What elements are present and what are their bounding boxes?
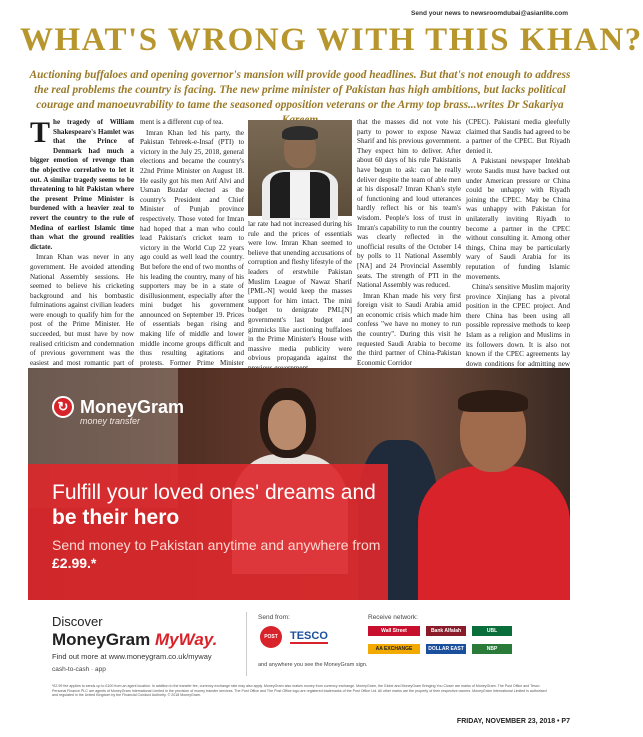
article-column-2 xyxy=(140,118,244,367)
cash-app-label: cash-to-cash · app xyxy=(52,666,106,673)
headline: WHAT'S WRONG WITH THIS KHAN? xyxy=(20,22,643,58)
imran-khan-photo xyxy=(248,120,352,216)
page-footer: FRIDAY, NOVEMBER 23, 2018 • P7 xyxy=(456,718,570,725)
advert-fineprint: *£2.99 fee applies to sends up to £100 from an agent location. In addition to the transfer fee, currency exchange rate may also apply. MoneyGram also makes money from currency exchange. MoneyGram, the Globe and MoneyGram Bringing You Closer are marks of MoneyGram. The Post Office and Tesco Personal Finance PLC are agents of MoneyGram International Limited in the provision of money transfer services. The Post Office and The Post Office logo are registered trademarks of the Post Office Ltd. All other marks are the property of their respective owners. MoneyGram International Limited is authorised and regulated in the United Kingdom by the Financial Conduct Authority. © 2018 MoneyGram. xyxy=(52,684,547,698)
lead-paragraph: he tragedy of William Shakespeare's Hamlet was that the Prince of Denmark had much a bigger emotion of revenge than the objective correlative to let it out. A similar tragedy seems to be threatening to hit Pakistan where the present Prime Minister is burdened with a heavier zeal to revert the country to the rule of Medina of earliest Islamic time than what the ground realities dictate. xyxy=(30,118,134,251)
drop-cap: T xyxy=(30,116,51,149)
bank-logo: Bank Alfalah xyxy=(426,626,466,636)
man-in-red-shirt xyxy=(408,390,570,602)
article-paragraph: that the masses did not vote his party to power to expose Nawaz Sharif and his previous government. They expect him to deliver. After about 60 days of his rule Pakistanis have begun to ask: can he really deliver despite the team of able men at his disposal? Imran Khan's style of functioning and loud utterances hardly reflect his or his team's wisdom. People's loss of trust in Imran's capability to run the country was clearly reflected in the unofficial results of the October 14 by polls to 11 National Assembly [NA] and 24 Provincial Assembly seats. The strength of PTI in the National Assembly was reduced. xyxy=(357,118,461,290)
article-paragraph: ment is a different cup of tea. xyxy=(140,118,224,126)
bank-logo: DOLLAR EAST xyxy=(426,644,466,654)
divider xyxy=(246,612,247,676)
receive-network-label: Receive network: xyxy=(368,614,418,621)
article-paragraph: Imran Khan was never in any government. He avoided attending National Assembly sessions. He seemed to believe his cricketing background and his bombastic fulminations against civilian leaders were enough to qualify him for the post of the Prime Minister. He succeeded, but must have by now realised criticism and condemnation of previous government was the easiest and most romantic part of xyxy=(30,253,134,367)
article-paragraph: Imran Khan led his party, the Pakistan Tehreek-e-Insaf (PTI) to victory in the July 25, 2018, general elections and became the country's 22nd Prime Minister on August 18. He easily got his men Arif Alvi and Usman Buzdar elected as the country's President and Chief Minister of Punjab province respectively. Those voted for Imran had hoped that a man who could lead Pakistan's cricket team to victory in the World Cup 22 years ago could as well lead the country. But before the end of two months of his leading the country, many of his supporters may be in a state of disillusionment, especially after the mini budget his government announced on September 19. Prices of essentials began rising and making life of middle and lower middle income groups difficult and thus resulting agitations and protests. Former Prime Minister xyxy=(140,128,244,367)
moneygram-tagline: money transfer xyxy=(80,416,141,426)
anywhere-note: and anywhere you see the MoneyGram sign. xyxy=(258,662,368,668)
post-office-logo: POST OFFICE xyxy=(260,626,282,648)
bank-logo: AA EXCHANGE xyxy=(368,644,420,654)
bank-logo: Wall Street xyxy=(368,626,420,636)
bank-logo: NBP xyxy=(472,644,512,654)
article-paragraph: China's sensitive Muslim majority province Xinjiang has a pivotal position in the CPEC project. And there China has been using all possible repressive methods to keep Islam as a religion and Muslims in its followers down. It is also not known if the CPEC agreements lay down conditions for admitting new xyxy=(466,283,570,368)
send-from-label: Send from: xyxy=(258,614,290,621)
article-paragraph: Imran Khan made his very first foreign visit to Saudi Arabia amid an economic crisis which made him confess "we have no money to run the country". During this visit he requested Saudi Arabia to become the third partner of China-Pakistan Economic Corridor xyxy=(357,291,461,367)
moneygram-advert[interactable] xyxy=(28,368,570,706)
article-paragraph: (CPEC). Pakistani media gleefully claimed that Saudis had agreed to be a partner of the CPEC. But Riyadh denied it. xyxy=(466,118,571,155)
bank-logo: UBL xyxy=(472,626,512,636)
moneygram-globe-icon: ↻ xyxy=(52,396,74,418)
article-paragraph: lar rate had not increased during his rule and the prices of essentials were low. Imran Khan seemed to believe that unending accusations of corruption and fleshy lifestyle of the leaders of erstwhile Pakistan Muslim League of Nawaz Sharif [PML-N] would keep the masses support for him intact. The mini budget to denigrate PML[N] government's last budget and gimmicks like auctioning buffaloes in the Prime Minister's House with massive media publicity were obvious propaganda against the xyxy=(248,220,352,363)
moneygram-logo: ↻ MoneyGram xyxy=(52,396,184,418)
myway-brand: MoneyGram MyWay. xyxy=(52,630,218,649)
article-column-5 xyxy=(466,118,571,368)
article-column-4 xyxy=(357,118,461,367)
newsroom-email: Send your news to newsroomdubai@asianlite.com xyxy=(411,10,568,17)
advert-photo xyxy=(28,368,570,600)
standfirst: Auctioning buffaloes and opening governor's mansion will provide good headlines. But that's not enough to address the real problems the country is facing. The new prime minister of Pakistan has high ambitions, but lacks political courage and manoeuvrability to tame the seasoned opposition veterans or the Army top brass...writes Dr Sakariya xyxy=(29,69,571,111)
article-column-1 xyxy=(30,116,134,367)
article-column-3 xyxy=(248,220,352,363)
myway-link[interactable]: Find out more at www.moneygram.co.uk/myway xyxy=(52,652,212,661)
article-paragraph: A Pakistani newspaper Intekhab wrote Saudis must have backed out under American pressure or China could be unhappy with Riyadh joining the CPEC. May be China was unhappy with Pakistan for unilaterally inviting Riyadh to become a partner in the CPEC without consulting it. Among other things, China may be particularly wary of Saudi Arabia for its reputation of funding Islamic movements. xyxy=(466,157,570,281)
advert-headline: Fulfill your loved ones' dreams and be their hero xyxy=(52,481,376,529)
advert-subheadline: Send money to Pakistan anytime and anywhere from £2.99.* xyxy=(52,537,381,571)
tesco-logo: TESCO xyxy=(290,630,328,642)
discover-label: Discover xyxy=(52,614,103,629)
